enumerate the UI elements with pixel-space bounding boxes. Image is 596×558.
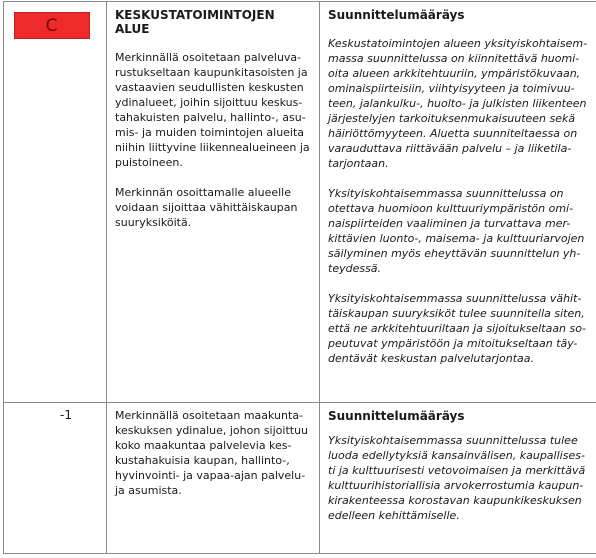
text-line: häiriöttömyyteen. Aluetta suunniteltaessa on: [328, 127, 578, 140]
text-line: dentävät keskustan palvelutarjontaa.: [328, 352, 535, 365]
text-line: täiskaupan suuryksiköt tulee suunnitella siten,: [328, 307, 585, 320]
regulation-heading: Suunnittelumääräys: [328, 409, 465, 423]
text-line: säilyminen myös eheyttävän suunnittelun yh-: [328, 247, 581, 260]
text-line: massa suunnittelussa on kiinnitettävä huomi-: [328, 52, 580, 65]
text-line: peutuvat ympäristöön ja mitoitukseltaan täy-: [328, 337, 578, 350]
text-line: kirakenteessa korostavan kaupunkikeskuksen: [328, 494, 582, 507]
text-line: voidaan sijoittaa vähittäiskaupan: [115, 201, 298, 214]
regulation-paragraph-1: [328, 36, 588, 171]
text-line: niihin liittyvine liikennealueineen ja: [115, 141, 310, 154]
table-row: [4, 2, 596, 403]
text-line: Yksityiskohtaisemmassa suunnittelussa vähit-: [328, 292, 582, 305]
text-line: rustukseltaan kaupunkitasoisten ja: [115, 66, 308, 79]
text-line: hyvinvointi- ja vapaa-ajan palvelu-: [115, 469, 306, 482]
text-line: koko maakuntaa palvelevia kes-: [115, 439, 292, 452]
text-line: naispiirteiden vaaliminen ja turvattava mer-: [328, 217, 571, 230]
marking-title: KESKUSTATOIMINTOJEN ALUE: [115, 8, 275, 36]
text-line: otettava huomioon kulttuuriympäristön omi-: [328, 202, 574, 215]
symbol-cell: [4, 2, 107, 403]
text-line: Merkinnän osoittamalle alueelle: [115, 186, 291, 199]
text-line: Yksityiskohtaisemmassa suunnittelussa tulee: [328, 434, 578, 447]
text-line: edelleen kehittämiselle.: [328, 509, 460, 522]
text-line: ja asumista.: [115, 484, 182, 497]
marking-symbol-c: [14, 12, 90, 39]
text-line: Merkinnällä osoitetaan palveluva-: [115, 51, 302, 64]
text-line: ti ja kulttuurisesti vetovoimaisen ja merkittävä: [328, 464, 586, 477]
text-line: varauduttava riittävään palvelu – ja liiketila-: [328, 142, 572, 155]
text-line: ominaispiirteisiin, viihtyisyyteen ja toimivuu-: [328, 82, 575, 95]
text-line: tahakuisten palvelu, hallinto-, asu-: [115, 111, 306, 124]
text-line: että ne arkkitehtuuriltaan ja sijoitukseltaan so-: [328, 322, 586, 335]
text-line: tarjontaan.: [328, 157, 389, 170]
description-paragraph: [115, 408, 311, 498]
text-line: keskuksen ydinalue, johon sijoittuu: [115, 424, 309, 437]
plan-marking-table: [3, 1, 596, 554]
text-line: vastaavien seudullisten keskusten: [115, 81, 304, 94]
symbol-letter: C: [45, 15, 59, 36]
table-row: [4, 403, 596, 554]
regulation-heading: Suunnittelumääräys: [328, 8, 465, 22]
text-line: oita alueen arkkitehtuuriin, ympäristökuvaan,: [328, 67, 581, 80]
description-cell: [107, 2, 320, 403]
text-line: Yksityiskohtaisemmassa suunnittelussa on: [328, 187, 564, 200]
text-line: kustahakuisia kaupan, hallinto-,: [115, 454, 290, 467]
text-line: Merkinnällä osoitetaan maakunta-: [115, 409, 304, 422]
text-line: teen, jalankulku-, huolto- ja julkisten liikenteen: [328, 97, 587, 110]
text-line: puistoineen.: [115, 156, 183, 169]
text-line: teydessä.: [328, 262, 382, 275]
description-paragraph-1: [115, 50, 311, 170]
text-line: Keskustatoimintojen alueen yksityiskohtaisem-: [328, 37, 588, 50]
description-cell: [107, 403, 320, 554]
regulation-cell: [320, 403, 596, 554]
regulation-paragraph: [328, 433, 588, 523]
code-cell: [4, 403, 107, 554]
regulation-cell: [320, 2, 596, 403]
text-line: kittävien luonto-, maisema- ja kulttuuriarvojen: [328, 232, 585, 245]
text-line: kulttuurihistoriallisia arvokerrostumia kaupun-: [328, 479, 584, 492]
description-paragraph-2: [115, 185, 311, 230]
text-line: ydinalueet, joihin sijoittuu keskus-: [115, 96, 303, 109]
marking-code: -1: [60, 408, 72, 422]
text-line: mis- ja muiden toimintojen alueita: [115, 126, 305, 139]
regulation-paragraph-3: [328, 291, 588, 366]
text-line: järjestelyjen tarkoituksenmukaisuuteen sekä: [328, 112, 576, 125]
text-line: luoda edellytyksiä kansainvälisen, kaupallises-: [328, 449, 585, 462]
text-line: suuryksiköitä.: [115, 216, 192, 229]
regulation-paragraph-2: [328, 186, 588, 276]
